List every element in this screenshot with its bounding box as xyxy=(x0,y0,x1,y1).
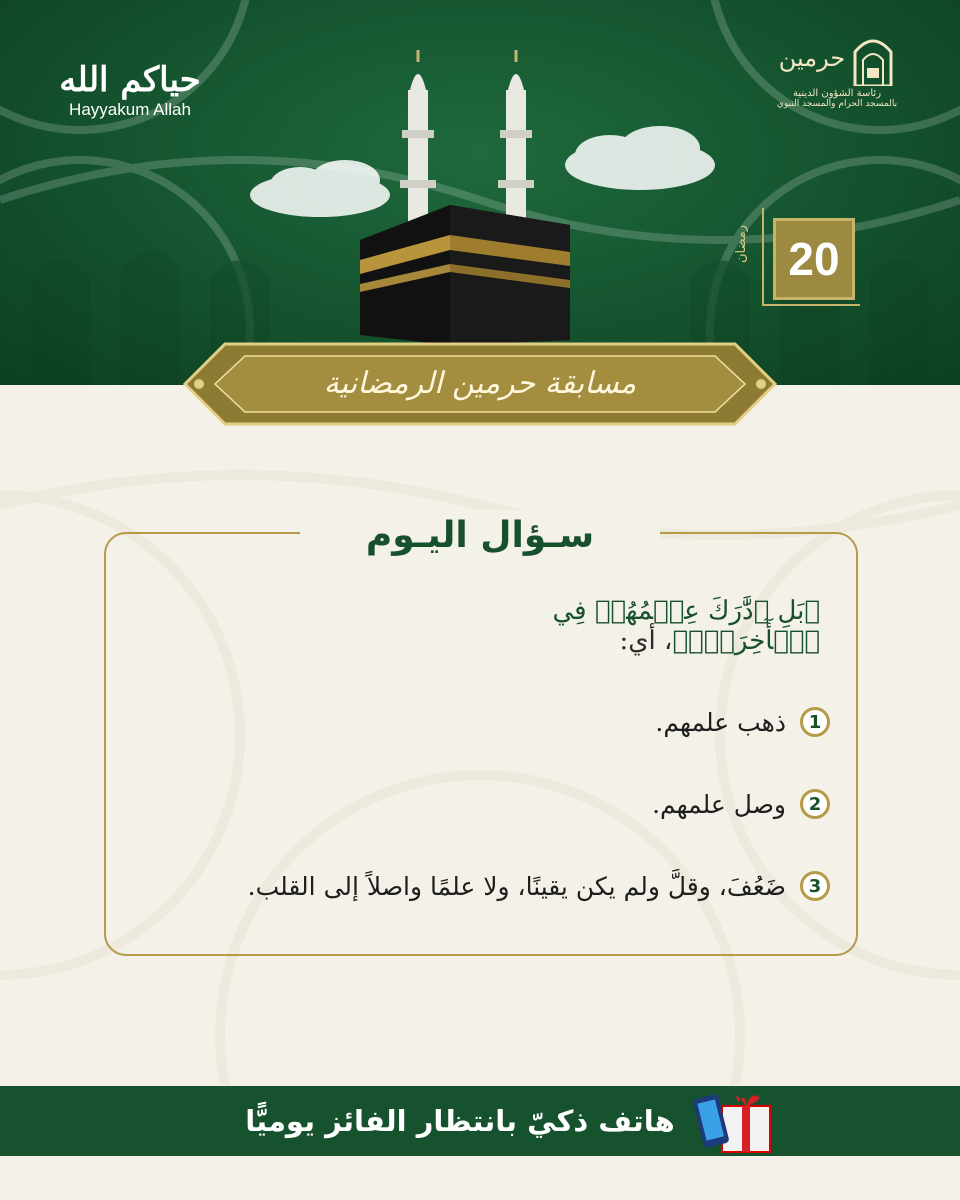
answer-option-3[interactable] xyxy=(150,864,830,908)
option-number-badge: 1 xyxy=(800,707,830,737)
logo-english-text: Hayyakum Allah xyxy=(69,100,191,119)
day-badge xyxy=(773,218,855,300)
haramain-brand-text: حرمين xyxy=(778,44,846,72)
question-heading-wrap xyxy=(300,510,660,560)
cloud-right xyxy=(565,126,715,190)
logo-subtitle-1: رئاسة الشؤون الدينية xyxy=(792,88,882,99)
quran-verse: ﴿بَلِ ٱدَّٰرَكَ عِلۡمُهُمۡ فِي ٱلۡأٓخِرَةِۚ﴾ xyxy=(552,596,820,656)
answer-option-2[interactable] xyxy=(150,782,830,826)
kaaba-illustration xyxy=(240,50,720,345)
option-text: ضَعُفَ، وقلَّ ولم يكن يقينًا، ولا علمًا واصلاً إلى القلب. xyxy=(247,871,786,901)
question-heading: سـؤال اليـوم xyxy=(365,514,595,556)
logo-subtitle-2: بالمسجد الحرام والمسجد النبوي xyxy=(776,99,898,109)
haramain-emblem-icon xyxy=(851,30,895,86)
cloud-left xyxy=(250,160,390,217)
option-text: ذهب علمهم. xyxy=(655,707,786,737)
answer-option-1[interactable] xyxy=(150,700,830,744)
day-month-label: رمضان xyxy=(734,224,749,264)
kaaba xyxy=(360,205,570,345)
gift-phone-icon xyxy=(692,1088,778,1156)
hayyakum-allah-logo xyxy=(50,60,210,120)
footer-prize-text: هاتف ذكيّ بانتظار الفائز يوميًّا xyxy=(245,1104,675,1138)
option-number-badge: 3 xyxy=(800,871,830,901)
verse-suffix: ، أي: xyxy=(619,626,673,656)
day-number: 20 xyxy=(788,233,840,285)
option-number-badge: 2 xyxy=(800,789,830,819)
competition-title: مسابقة حرمين الرمضانية xyxy=(323,365,637,401)
option-text: وصل علمهم. xyxy=(652,789,786,819)
question-verse-line xyxy=(420,596,820,656)
logo-arabic-text: حياكم الله xyxy=(59,60,201,100)
haramain-logo xyxy=(752,30,922,109)
